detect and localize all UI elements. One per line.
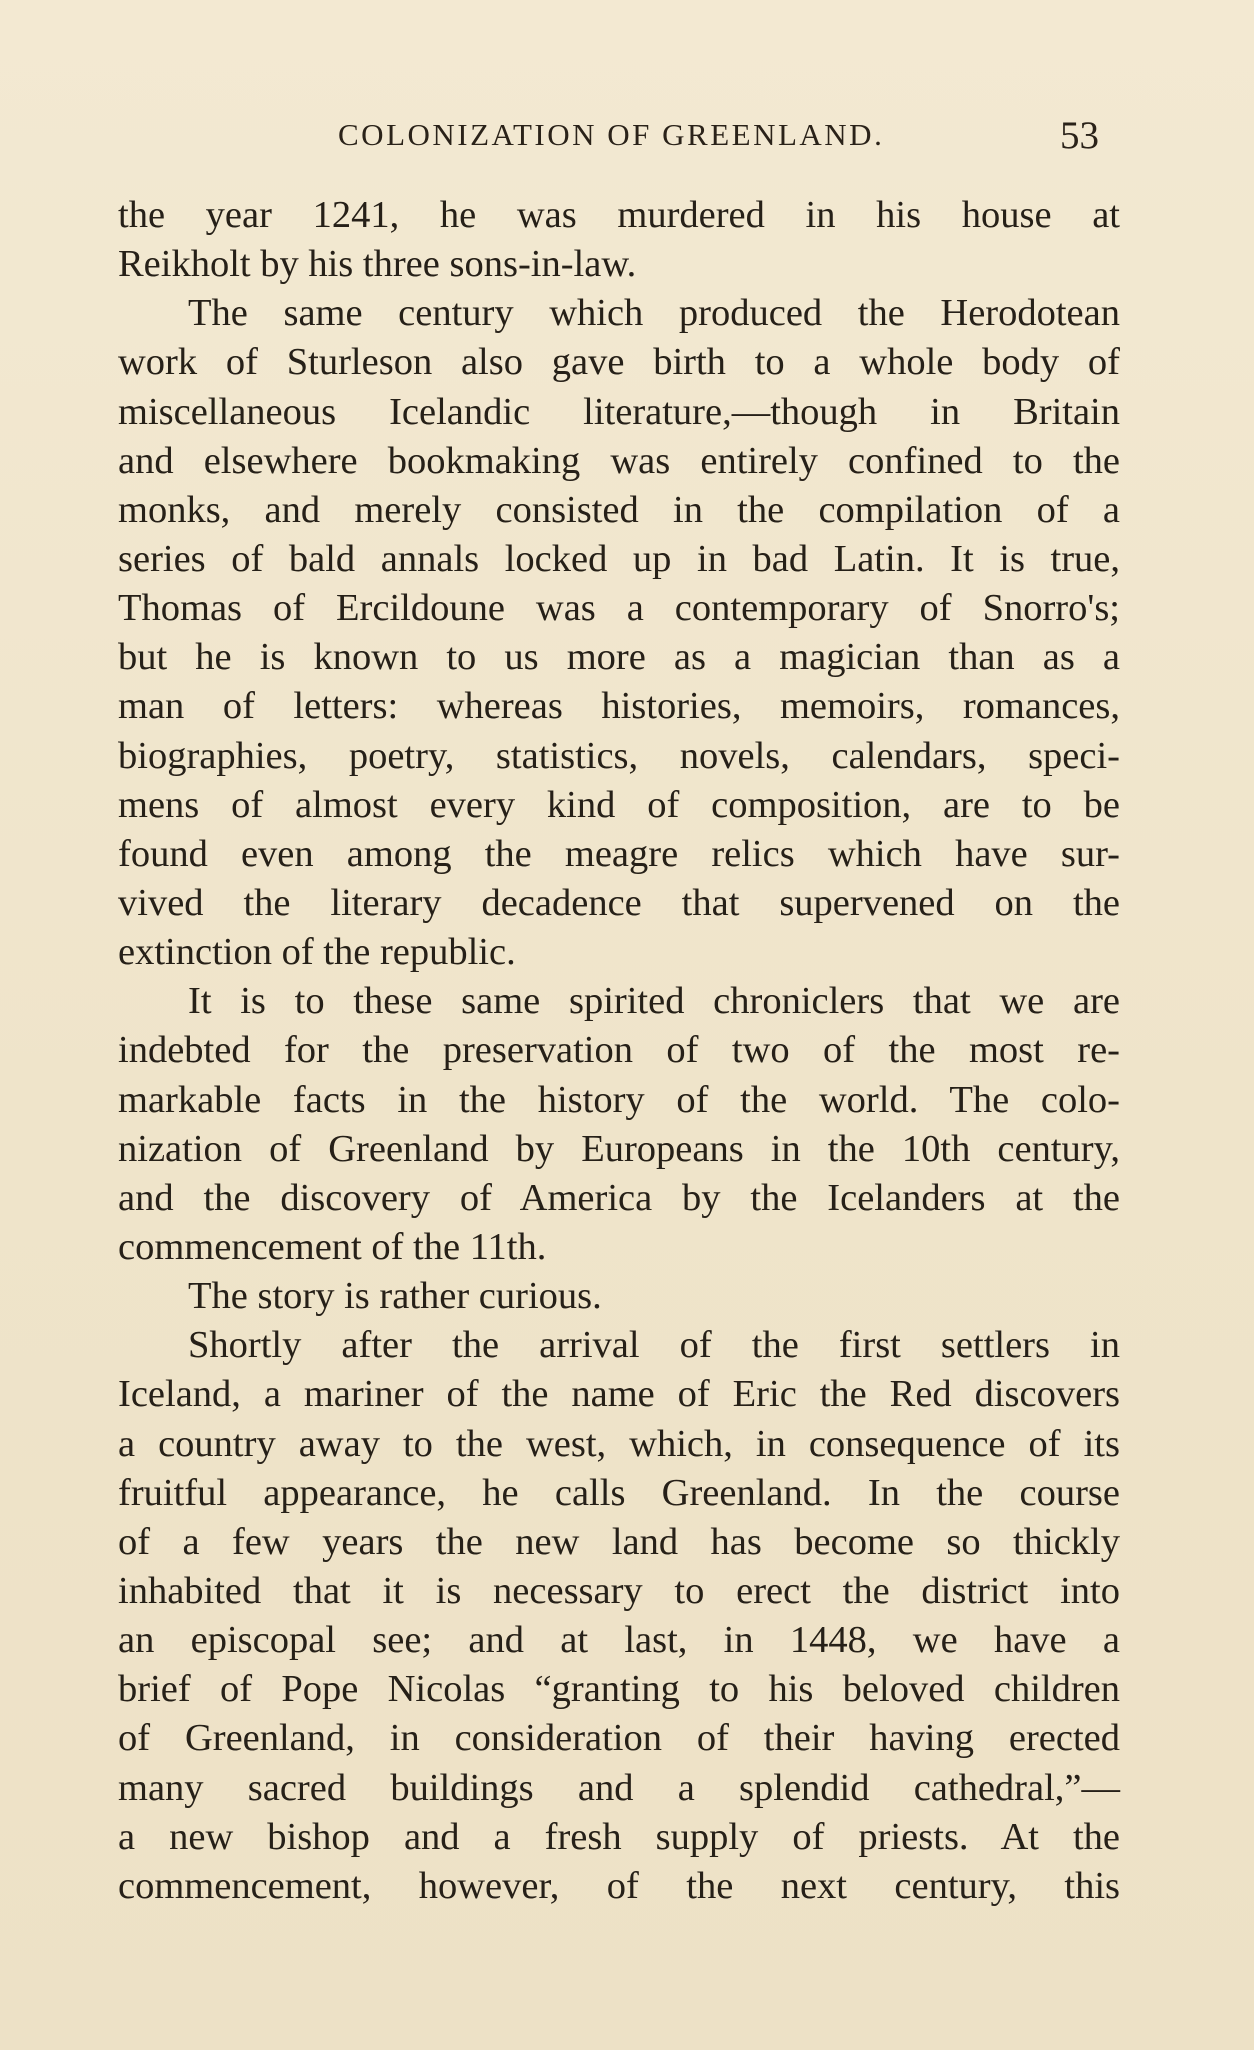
text-line: markable facts in the history of the world. The colo- xyxy=(118,1078,1120,1121)
text-line: but he is known to us more as a magician than as a xyxy=(118,636,1120,679)
text-line: monks, and merely consisted in the compilation of a xyxy=(118,488,1120,531)
text-line: Iceland, a mariner of the name of Eric the Red discovers xyxy=(118,1373,1120,1416)
text-line: indebted for the preservation of two of the most re- xyxy=(118,1029,1120,1072)
text-line: an episcopal see; and at last, in 1448, we have a xyxy=(118,1619,1120,1662)
text-line: Shortly after the arrival of the first settlers in xyxy=(188,1324,1120,1367)
text-line: the year 1241, he was murdered in his house at xyxy=(118,194,1120,236)
text-line: man of letters: whereas histories, memoirs, romances, xyxy=(118,685,1120,728)
running-title: COLONIZATION OF GREENLAND. xyxy=(338,117,885,152)
text-line: It is to these same spirited chroniclers that we are xyxy=(188,980,1120,1023)
text-line: and elsewhere bookmaking was entirely confined to the xyxy=(118,439,1120,482)
text-line: biographies, poetry, statistics, novels, calendars, speci- xyxy=(118,734,1120,777)
text-line: and the discovery of America by the Icelanders at the xyxy=(118,1176,1120,1219)
text-line: a country away to the west, which, in consequence of its xyxy=(118,1422,1120,1465)
text-line: mens of almost every kind of composition, are to be xyxy=(118,783,1120,826)
text-line: The story is rather curious. xyxy=(188,1275,602,1318)
text-line: miscellaneous Icelandic literature,—though in Britain xyxy=(118,390,1120,433)
page-number: 53 xyxy=(1060,114,1099,157)
running-head xyxy=(120,114,1120,167)
text-line: work of Sturleson also gave birth to a whole body of xyxy=(118,341,1120,384)
text-line: series of bald annals locked up in bad Latin. It is true, xyxy=(118,537,1120,580)
text-line: commencement, however, of the next century, this xyxy=(118,1864,1120,1907)
text-line: Thomas of Ercildoune was a contemporary of Snorro's; xyxy=(118,587,1120,630)
text-line: brief of Pope Nicolas “granting to his beloved children xyxy=(118,1668,1120,1711)
text-line: commencement of the 11th. xyxy=(118,1225,547,1268)
text-line: extinction of the republic. xyxy=(118,931,516,974)
text-line: many sacred buildings and a splendid cathedral,”— xyxy=(118,1766,1120,1809)
body-text xyxy=(118,191,1120,1911)
text-line: found even among the meagre relics which have sur- xyxy=(118,832,1120,875)
text-line: The same century which produced the Herodotean xyxy=(188,292,1120,335)
text-line: of a few years the new land has become so thickly xyxy=(118,1520,1120,1563)
text-line: fruitful appearance, he calls Greenland. In the course xyxy=(118,1471,1120,1514)
text-line: Reikholt by his three sons-in-law. xyxy=(118,243,637,286)
text-line: nization of Greenland by Europeans in the 10th century, xyxy=(118,1127,1120,1170)
text-line: a new bishop and a fresh supply of priests. At the xyxy=(118,1815,1120,1858)
text-line: inhabited that it is necessary to erect the district into xyxy=(118,1569,1120,1612)
text-line: of Greenland, in consideration of their having erected xyxy=(118,1717,1120,1760)
text-line: vived the literary decadence that supervened on the xyxy=(118,881,1120,924)
